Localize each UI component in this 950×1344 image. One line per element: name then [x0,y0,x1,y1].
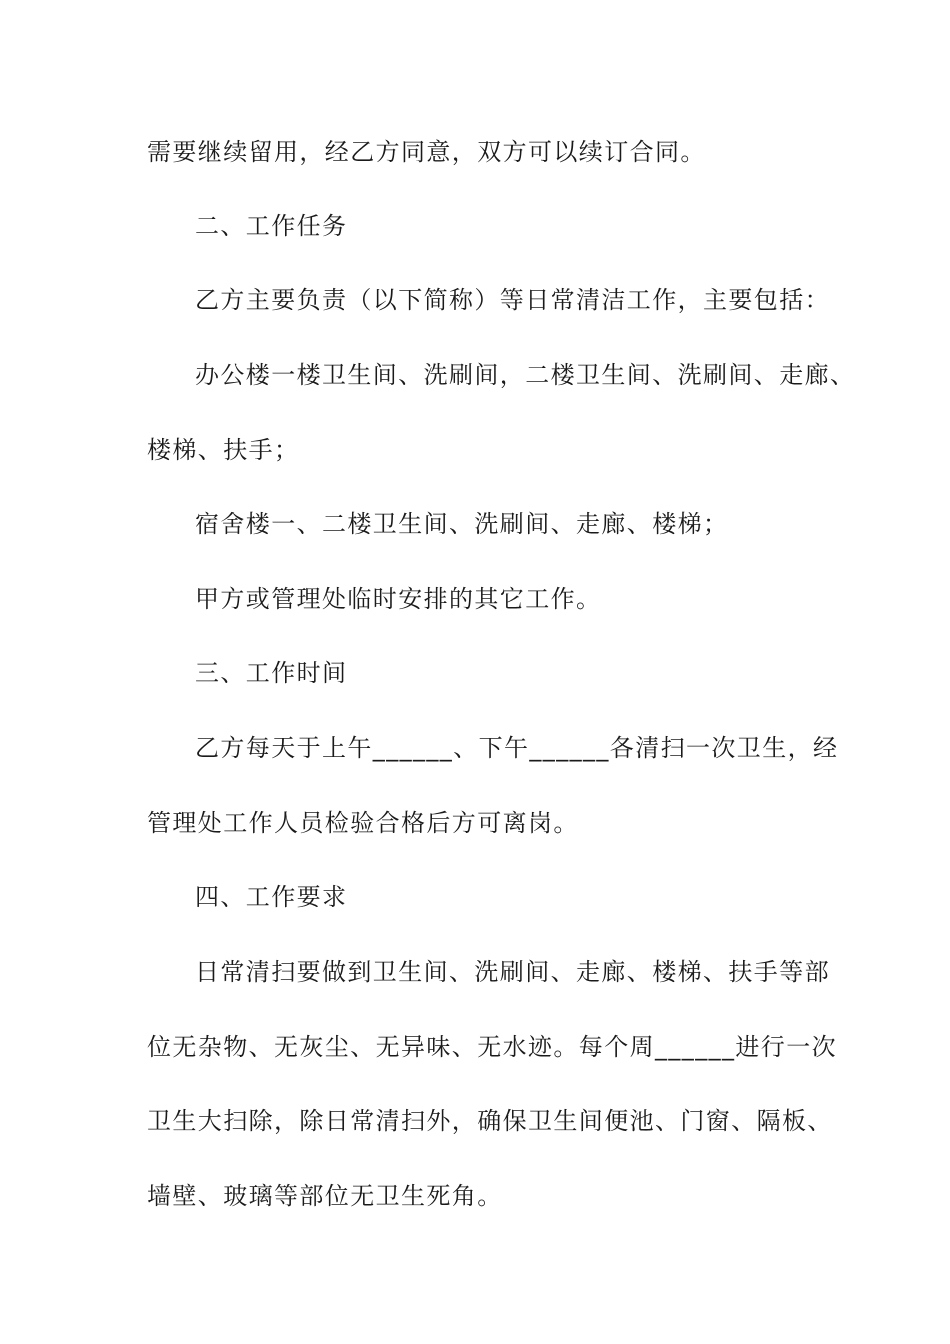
paragraph-line: 甲方或管理处临时安排的其它工作。 [195,585,602,613]
paragraph-line: 卫生大扫除，除日常清扫外，确保卫生间便池、门窗、隔板、 [147,1107,833,1135]
paragraph-line: 乙方主要负责（以下简称）等日常清洁工作，主要包括： [195,286,830,314]
paragraph-line: 位无杂物、无灰尘、无异味、无水迹。每个周______进行一次 [147,1033,837,1061]
paragraph-line: 办公楼一楼卫生间、洗刷间，二楼卫生间、洗刷间、走廊、 [195,361,856,389]
section-heading: 三、工作时间 [195,659,348,687]
section-heading: 四、工作要求 [195,883,348,911]
paragraph-line: 宿舍楼一、二楼卫生间、洗刷间、走廊、楼梯； [195,510,729,538]
paragraph-line: 墙壁、玻璃等部位无卫生死角。 [147,1182,503,1210]
paragraph-line: 日常清扫要做到卫生间、洗刷间、走廊、楼梯、扶手等部 [195,958,830,986]
paragraph-line: 楼梯、扶手； [147,436,300,464]
paragraph-line: 管理处工作人员检验合格后方可离岗。 [147,809,579,837]
section-heading: 二、工作任务 [195,212,348,240]
paragraph-line: 乙方每天于上午______、下午______各清扫一次卫生，经 [195,734,839,762]
paragraph-line: 需要继续留用，经乙方同意，双方可以续订合同。 [147,138,706,166]
